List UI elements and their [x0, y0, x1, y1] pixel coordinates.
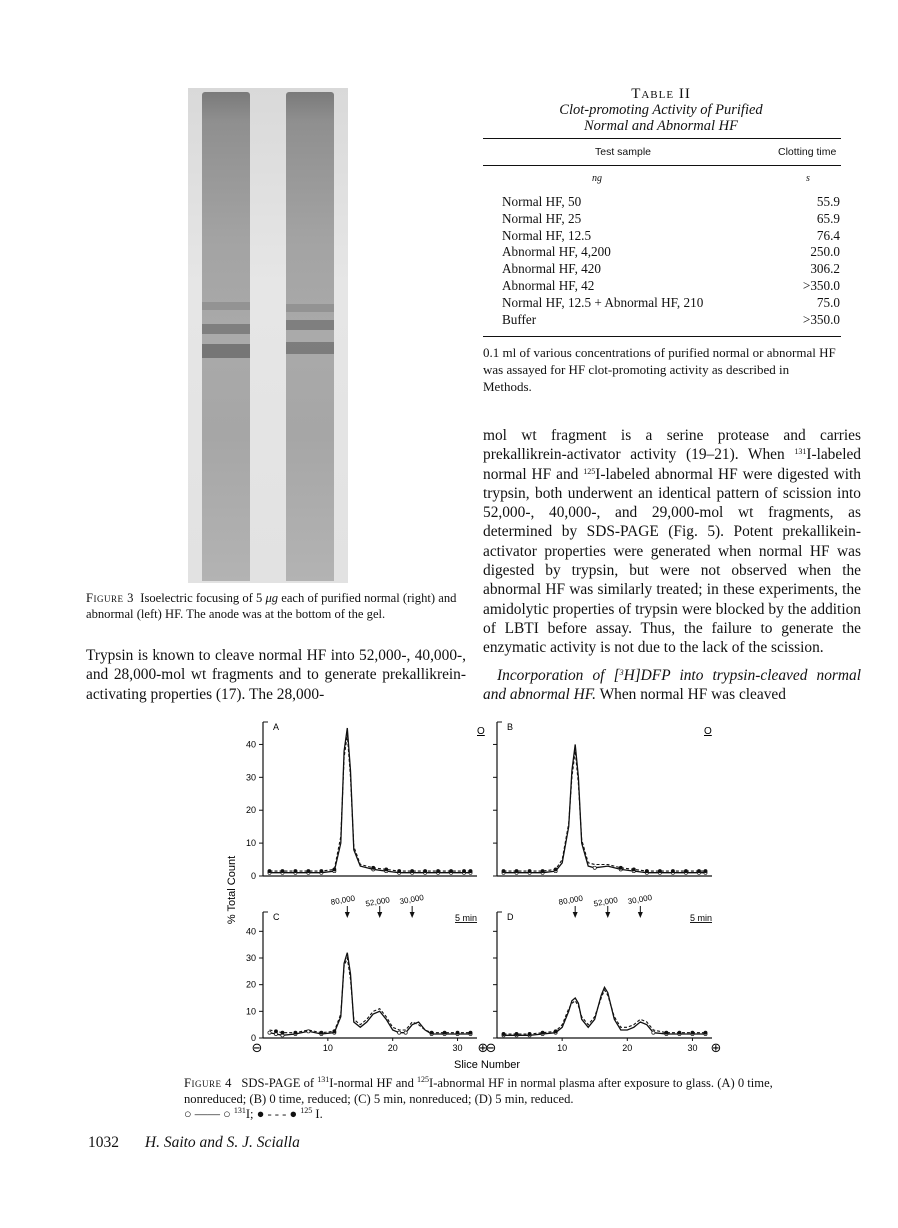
right-text-c: I-labeled abnormal HF were digested with trypsin, both underwent an identical pattern of scission into 52,000-, 40,000-, and 29,000-mol wt fragments, as determined by SDS-PAGE (Fig. 5). Potent prekallikein-activator properties were generated when normal HF was digested by trypsin, but were not observed when the abnormal HF was similarly treated; in these experiments, the amidolytic properties of trypsin were blocked by the addition of LBTI before assay. Thus, the failure to generate the enzymatic activity is not due to the lack of the scission.: [483, 465, 861, 657]
data-point: [449, 869, 452, 872]
marker-label: 30,000: [627, 892, 653, 907]
table2-header-rule: [483, 165, 841, 166]
y-tick-label: 0: [250, 1033, 256, 1043]
legend-open-circle: ○ —— ○: [184, 1107, 234, 1122]
data-point: [424, 869, 427, 872]
marker-arrow-head: [638, 912, 643, 918]
row-sample: Normal HF, 25: [502, 210, 582, 226]
isotope-superscript: 3: [619, 668, 624, 677]
data-point: [554, 1030, 557, 1033]
row-time: 55.9: [816, 194, 840, 209]
data-point: [502, 1032, 505, 1035]
x-tick-label: 30: [687, 1043, 698, 1053]
y-axis-label: % Total Count: [226, 855, 238, 925]
data-point: [281, 869, 284, 872]
time-label: 5 min: [690, 913, 713, 923]
gel-lane-normal: [286, 92, 334, 581]
marker-arrow-head: [605, 912, 610, 918]
series-line-normal: [270, 728, 471, 873]
data-point: [274, 1030, 277, 1033]
x-tick-label: 20: [622, 1043, 633, 1053]
table-row: [502, 261, 840, 278]
y-tick-label: 30: [245, 953, 256, 963]
data-point: [619, 866, 622, 869]
data-point: [658, 869, 661, 872]
data-point: [411, 869, 414, 872]
data-point: [307, 869, 310, 872]
panel-label: D: [507, 912, 514, 922]
y-tick-label: 40: [245, 926, 256, 937]
legend-iso: 131: [233, 1106, 246, 1116]
panel-a: [246, 722, 485, 881]
mw-marker-d: [593, 895, 619, 918]
figure3-caption: [86, 590, 466, 622]
fig4-caption-b: I-normal HF and: [329, 1076, 418, 1090]
row-sample: Normal HF, 50: [502, 194, 582, 209]
data-point: [704, 1031, 707, 1034]
right-text-b: I-labeled normal HF and: [483, 446, 861, 483]
row-sample: Normal HF, 12.5: [502, 227, 592, 243]
marker-arrow-head: [345, 912, 350, 918]
x-tick-label: 20: [387, 1043, 398, 1053]
table-row: [502, 244, 840, 261]
table-row: [502, 278, 840, 295]
data-point: [320, 1031, 323, 1034]
marker-label: 52,000: [592, 895, 619, 909]
fig4-caption-c: I-abnormal HF in normal plasma after exposure to glass. (A) 0 time, nonreduced; (B) 0 time, reduced; (C) 5 min, nonreduced; (D) 5 min, reduced.: [184, 1076, 773, 1106]
marker-arrow-head: [377, 912, 382, 918]
isotope-superscript: 131: [794, 447, 807, 457]
data-point: [333, 868, 336, 871]
table-row: [502, 211, 840, 228]
table2-col1-unit: ng: [592, 173, 602, 184]
panel-b: [493, 722, 712, 876]
table2-col2-header: Clotting time: [778, 146, 837, 158]
anode-label: ⊕: [477, 1040, 489, 1055]
table-row: [502, 312, 840, 329]
row-time: 65.9: [816, 210, 840, 226]
data-point: [372, 866, 375, 869]
data-point: [398, 869, 401, 872]
page-footer: [88, 1134, 300, 1152]
data-point: [528, 1032, 531, 1035]
table2-label: Table II: [631, 86, 691, 102]
anode-label: ⊕: [710, 1040, 722, 1055]
isotope-superscript: 125: [583, 466, 596, 476]
table2-col1-header: Test sample: [595, 146, 652, 158]
data-point: [268, 1031, 271, 1034]
running-authors: H. Saito and S. J. Scialla: [144, 1134, 300, 1151]
x-axis-label: Slice Number: [453, 1059, 521, 1071]
figure3-label: Figure 3: [86, 591, 134, 605]
data-point: [541, 869, 544, 872]
row-sample: Abnormal HF, 4,200: [502, 244, 611, 260]
legend-filled-circle: ● - - - ●: [256, 1107, 301, 1122]
y-tick-label: 20: [245, 805, 256, 816]
data-point: [645, 869, 648, 872]
data-point: [665, 1031, 668, 1034]
right-text-d: When normal HF was cleaved: [596, 686, 786, 704]
left-column-text: Trypsin is known to cleave normal HF into 52,000-, 40,000-, and 28,000-mol wt fragments and to generate prekallikrein-activating properties (17). The 28,000-: [86, 647, 466, 703]
panel-label: C: [273, 912, 280, 922]
table-row: [502, 194, 840, 211]
legend-iso: 125: [300, 1106, 313, 1116]
time-label: 5 min: [455, 913, 478, 923]
marker-label: 52,000: [364, 895, 391, 909]
marker-label: 80,000: [557, 893, 584, 907]
fig4-caption-a: SDS-PAGE of: [241, 1076, 318, 1090]
y-tick-label: 40: [245, 739, 256, 750]
figure3-gel-image: [188, 88, 348, 583]
data-point: [333, 1030, 336, 1033]
row-sample: Abnormal HF, 42: [502, 277, 595, 293]
table2-title-line1: Clot-promoting Activity of Purified: [559, 102, 763, 118]
right-text-a: mol wt fragment is a serine protease and carries prekallikrein-activator activity (19–21). When: [483, 427, 861, 464]
panel-c: [246, 912, 488, 1055]
data-point: [515, 869, 518, 872]
y-tick-label: 10: [245, 838, 256, 849]
data-point: [515, 1032, 518, 1035]
data-point: [430, 1031, 433, 1034]
row-time: >350.0: [802, 277, 840, 293]
table2-body: [502, 194, 840, 328]
origin-label: O: [704, 726, 712, 737]
mw-marker-c: [399, 893, 425, 918]
data-point: [294, 1031, 297, 1034]
cathode-label: ⊖: [251, 1040, 263, 1055]
y-tick-label: 0: [250, 871, 256, 881]
data-point: [593, 866, 596, 869]
section-heading-b: H]DFP into trypsin-cleaved normal and abnormal HF.: [483, 667, 861, 704]
data-point: [456, 1031, 459, 1034]
section-heading-a: Incorporation of [: [497, 667, 620, 684]
data-point: [632, 868, 635, 871]
panel-label: B: [507, 722, 514, 732]
data-point: [704, 869, 707, 872]
table2-col2-unit: s: [806, 173, 810, 184]
left-column-paragraph: [86, 646, 466, 704]
isotope-superscript: 125: [417, 1075, 430, 1084]
page-number: 1032: [88, 1134, 119, 1151]
y-tick-label: 10: [245, 1006, 256, 1017]
data-point: [436, 869, 439, 872]
panel-label: A: [273, 722, 280, 732]
mw-marker-c: [365, 895, 391, 918]
origin-label: O: [477, 726, 485, 737]
marker-arrow-head: [573, 912, 578, 918]
data-point: [404, 1031, 407, 1034]
data-point: [398, 1031, 401, 1034]
data-point: [671, 869, 674, 872]
mw-marker-d: [558, 894, 584, 918]
series-line-abnormal: [270, 735, 471, 872]
x-tick-label: 30: [452, 1043, 463, 1053]
table-row: [502, 295, 840, 312]
y-tick-label: 20: [245, 979, 256, 990]
data-point: [684, 869, 687, 872]
cathode-label: ⊖: [485, 1040, 497, 1055]
marker-arrow-head: [410, 912, 415, 918]
series-line-normal: [504, 744, 706, 872]
table-row: [502, 228, 840, 245]
row-time: 250.0: [810, 244, 840, 260]
row-time: >350.0: [802, 311, 840, 327]
panel-d: [486, 912, 722, 1055]
data-point: [469, 1031, 472, 1034]
table2-bottom-rule: [483, 336, 841, 337]
series-line-normal: [270, 953, 471, 1036]
data-point: [541, 1031, 544, 1034]
isotope-superscript: 131: [317, 1075, 330, 1084]
figure4-caption: [184, 1076, 784, 1123]
row-time: 306.2: [810, 261, 840, 277]
data-point: [678, 1031, 681, 1034]
row-sample: Normal HF, 12.5 + Abnormal HF, 210: [502, 294, 704, 310]
data-point: [554, 868, 557, 871]
data-point: [462, 869, 465, 872]
figure3-caption-text-2: each of purified normal (right) and abnormal (left) HF. The anode was at the bottom of the gel.: [86, 591, 457, 621]
series-line-abnormal: [270, 958, 471, 1033]
gel-lane-abnormal: [202, 92, 250, 581]
legend-filled-label: I.: [312, 1107, 323, 1122]
data-point: [320, 869, 323, 872]
figure4-chart: [215, 718, 735, 1074]
x-tick-label: 10: [557, 1043, 568, 1053]
series-line-abnormal: [504, 751, 706, 871]
right-column-paragraph-1: [483, 426, 861, 658]
data-point: [469, 869, 472, 872]
data-point: [502, 869, 505, 872]
legend-open-label: I;: [245, 1107, 257, 1122]
row-sample: Buffer: [502, 311, 537, 327]
y-tick-label: 30: [245, 772, 256, 783]
figure3-caption-text: Isoelectric focusing of 5: [140, 591, 266, 605]
series-line-abnormal: [504, 990, 706, 1034]
data-point: [268, 869, 271, 872]
table2-footnote: 0.1 ml of various concentrations of purified normal or abnormal HF was assayed for HF clot-promoting activity as described in Methods.: [483, 345, 836, 394]
figure3-caption-unit: μg: [265, 591, 279, 605]
data-point: [385, 868, 388, 871]
data-point: [528, 869, 531, 872]
x-tick-label: 10: [322, 1043, 333, 1053]
data-point: [281, 1031, 284, 1034]
series-line-normal: [504, 987, 706, 1035]
figure4-label: Figure 4: [184, 1076, 232, 1090]
data-point: [652, 1031, 655, 1034]
row-sample: Abnormal HF, 420: [502, 261, 601, 277]
right-column-paragraph-2: [483, 666, 861, 705]
mw-marker-d: [627, 893, 653, 918]
data-point: [294, 869, 297, 872]
mw-marker-c: [330, 894, 356, 918]
table2-title-line2: Normal and Abnormal HF: [583, 118, 738, 134]
marker-label: 30,000: [398, 892, 425, 907]
row-time: 76.4: [816, 227, 840, 243]
data-point: [697, 869, 700, 872]
row-time: 75.0: [816, 294, 840, 310]
table2-title: [483, 86, 839, 134]
table2-top-rule: [483, 138, 841, 139]
data-point: [443, 1031, 446, 1034]
marker-label: 80,000: [330, 893, 356, 907]
data-point: [691, 1031, 694, 1034]
